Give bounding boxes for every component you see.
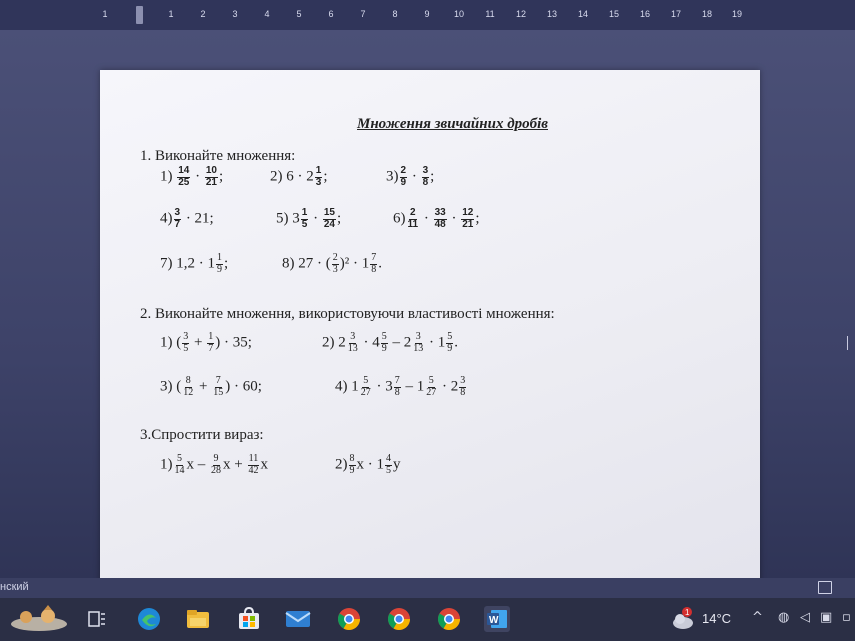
read-mode-icon[interactable] <box>818 581 832 594</box>
ruler-tick: 14 <box>577 9 589 19</box>
exercise-item: 1) $\frac{5}{14}$ x – $\frac{9}{28}$ x + $\frac{11}{42}$ x <box>160 453 268 476</box>
ruler-tick: 2 <box>200 9 206 19</box>
weather-icon[interactable] <box>670 606 696 632</box>
chrome-icon[interactable] <box>386 606 412 632</box>
ruler-tick: 10 <box>453 9 465 19</box>
weather-temperature[interactable]: 14°C <box>702 611 732 626</box>
ruler-tick: 8 <box>392 9 398 19</box>
ruler-tick: 12 <box>515 9 527 19</box>
page-title: Множення звичайних дробів <box>357 116 548 132</box>
task-view-icon[interactable] <box>84 606 110 632</box>
exercise-item: 7) 1,2 · 1 $\frac{1}{9}$ ; <box>160 252 229 275</box>
ruler-tick: 9 <box>424 9 430 19</box>
ruler-tick: 15 <box>608 9 620 19</box>
exercise-item: 4) 1 $\frac{5}{27}$ · 3 $\frac{7}{8}$ – 1 $\frac{5}{27}$ · 2 $\frac{3}{8}$ <box>335 375 466 398</box>
exercise-item: 5) 3 $\frac{1}{5}$ · $\frac{15}{24}$ ; <box>276 207 342 230</box>
status-bar <box>0 578 855 598</box>
weather-badge: 1 <box>685 608 690 617</box>
chevron-up-icon[interactable]: ^ <box>752 610 763 625</box>
indent-marker[interactable] <box>136 6 143 24</box>
text-cursor-icon <box>847 336 851 350</box>
language-indicator[interactable]: нский <box>0 581 29 593</box>
exercise-item: 4) $\frac{3}{7}$ · 21; <box>160 207 214 230</box>
ruler-tick: 5 <box>296 9 302 19</box>
speaker-icon[interactable]: ◁ <box>800 610 810 625</box>
meet-now-icon[interactable]: ◍ <box>778 610 790 625</box>
ruler-tick: 11 <box>485 9 495 19</box>
store-icon[interactable] <box>236 606 262 632</box>
svg-text:W: W <box>489 615 499 626</box>
exercise-item: 1) $\frac{14}{25}$ · $\frac{10}{21}$ ; <box>160 165 224 188</box>
document-page[interactable] <box>100 70 760 608</box>
exercise-item: 8) 27 · ( $\frac{2}{3}$ )² · 1 $\frac{7}{8}$ . <box>282 252 382 275</box>
network-icon[interactable]: ▣ <box>820 610 833 625</box>
mail-icon[interactable] <box>285 606 311 632</box>
section2-heading: 2. Виконайте множення, використовуючи властивості множення: <box>140 306 555 322</box>
exercise-item: 2) 6 · 2 $\frac{1}{3}$ ; <box>270 165 328 188</box>
chrome-icon[interactable] <box>436 606 462 632</box>
document-workspace[interactable] <box>0 30 855 578</box>
exercise-item: 2) 2 $\frac{3}{13}$ · 4 $\frac{5}{9}$ – 2 $\frac{3}{13}$ · 1 $\frac{5}{9}$ . <box>322 331 458 354</box>
exercise-item: 6) $\frac{2}{11}$ · $\frac{33}{48}$ · $\frac{12}{21}$ ; <box>393 207 480 230</box>
file-explorer-icon[interactable] <box>185 606 211 632</box>
chrome-icon[interactable] <box>336 606 362 632</box>
system-tray-icon[interactable]: ▫ <box>842 610 851 625</box>
ruler-tick: 1 <box>102 9 108 19</box>
widgets-icon[interactable] <box>8 606 70 632</box>
exercise-item: 3) $\frac{2}{9}$ · $\frac{3}{8}$ ; <box>386 165 435 188</box>
ruler-tick: 7 <box>360 9 366 19</box>
ruler-tick: 13 <box>546 9 558 19</box>
ruler-tick: 6 <box>328 9 334 19</box>
ruler-tick: 4 <box>264 9 270 19</box>
word-icon[interactable] <box>484 606 510 632</box>
edge-icon[interactable] <box>136 606 162 632</box>
exercise-item: 2) $\frac{8}{9}$ x · 1 $\frac{4}{5}$ y <box>335 453 401 476</box>
ruler-tick: 1 <box>168 9 174 19</box>
ruler-tick: 19 <box>731 9 743 19</box>
section1-heading: 1. Виконайте множення: <box>140 148 296 164</box>
horizontal-ruler[interactable] <box>0 0 855 30</box>
exercise-item: 1) ( $\frac{3}{5}$ + $\frac{1}{7}$ ) · 35; <box>160 331 252 354</box>
exercise-item: 3) ( $\frac{8}{12}$ + $\frac{7}{15}$ ) · 60; <box>160 375 262 398</box>
ruler-tick: 3 <box>232 9 238 19</box>
ruler-tick: 16 <box>639 9 651 19</box>
section3-heading: 3.Спростити вираз: <box>140 427 264 443</box>
ruler-tick: 17 <box>670 9 682 19</box>
ruler-tick: 18 <box>701 9 713 19</box>
taskbar <box>0 598 855 641</box>
